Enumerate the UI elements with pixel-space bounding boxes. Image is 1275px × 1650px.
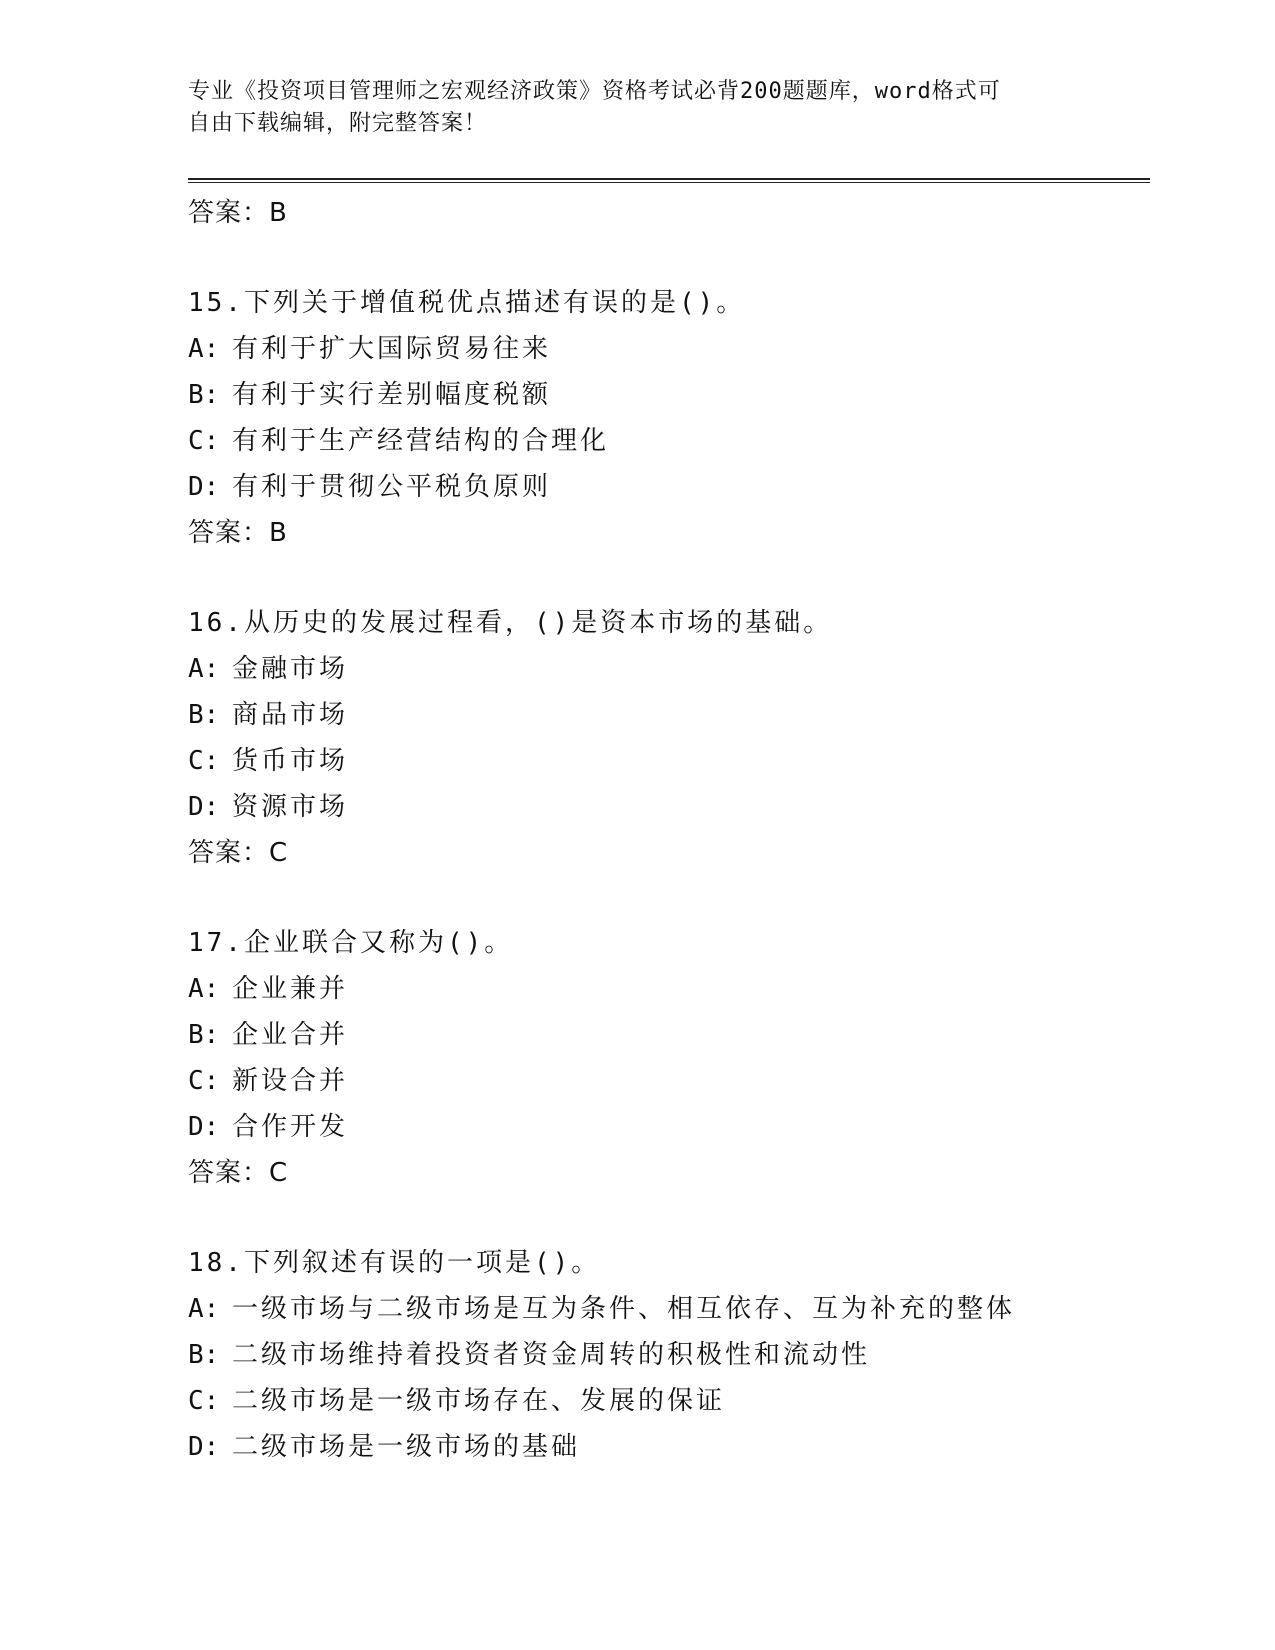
document-body (188, 190, 1128, 1470)
option-text: 企业兼并 (232, 974, 349, 1004)
option-text: 货币市场 (232, 746, 349, 776)
option-a (188, 1286, 1128, 1332)
option-letter: D: (188, 792, 220, 822)
option-c (188, 1378, 1128, 1424)
option-letter: B: (188, 700, 220, 730)
option-letter: A: (188, 334, 220, 364)
header-divider (188, 178, 1150, 183)
question-stem: 17.企业联合又称为()。 (188, 928, 514, 958)
option-d (188, 464, 1128, 510)
option-text: 二级市场是一级市场的基础 (232, 1432, 581, 1462)
option-text: 二级市场维持着投资者资金周转的积极性和流动性 (232, 1340, 871, 1370)
option-letter: B: (188, 1020, 220, 1050)
option-a (188, 326, 1128, 372)
option-letter: B: (188, 1340, 220, 1370)
option-b (188, 1012, 1128, 1058)
option-letter: A: (188, 974, 220, 1004)
option-text: 企业合并 (232, 1020, 349, 1050)
option-d (188, 1104, 1128, 1150)
option-c (188, 1058, 1128, 1104)
option-letter: C: (188, 1386, 220, 1416)
question-block (188, 1240, 1128, 1470)
option-text: 合作开发 (232, 1112, 349, 1142)
option-d (188, 1424, 1128, 1470)
option-letter: C: (188, 426, 220, 456)
answer-line: 答案：C (188, 838, 289, 868)
option-c (188, 418, 1128, 464)
spacer (188, 236, 1128, 280)
answer-line: 答案：B (188, 518, 288, 548)
option-b (188, 692, 1128, 738)
option-text: 有利于贯彻公平税负原则 (232, 472, 552, 502)
option-text: 新设合并 (232, 1066, 349, 1096)
option-letter: A: (188, 654, 220, 684)
option-letter: D: (188, 1432, 220, 1462)
option-b (188, 1332, 1128, 1378)
option-letter: C: (188, 746, 220, 776)
spacer (188, 876, 1128, 920)
option-text: 资源市场 (232, 792, 349, 822)
header-line-1: 专业《投资项目管理师之宏观经济政策》资格考试必背200题题库，word格式可 (188, 79, 1001, 104)
question-block (188, 600, 1128, 876)
question-block (188, 280, 1128, 556)
option-text: 有利于实行差别幅度税额 (232, 380, 552, 410)
header-line-2: 自由下载编辑，附完整答案！ (188, 111, 488, 136)
option-b (188, 372, 1128, 418)
question-stem: 16.从历史的发展过程看，()是资本市场的基础。 (188, 608, 833, 638)
option-a (188, 646, 1128, 692)
option-text: 有利于生产经营结构的合理化 (232, 426, 610, 456)
option-text: 二级市场是一级市场存在、发展的保证 (232, 1386, 726, 1416)
option-letter: B: (188, 380, 220, 410)
option-d (188, 784, 1128, 830)
option-letter: D: (188, 1112, 220, 1142)
question-block (188, 920, 1128, 1196)
option-text: 一级市场与二级市场是互为条件、相互依存、互为补充的整体 (232, 1294, 1016, 1324)
page-header (188, 76, 1068, 140)
option-text: 金融市场 (232, 654, 349, 684)
option-letter: D: (188, 472, 220, 502)
question-stem: 18.下列叙述有误的一项是()。 (188, 1248, 601, 1278)
option-c (188, 738, 1128, 784)
spacer (188, 1196, 1128, 1240)
question-stem: 15.下列关于增值税优点描述有误的是()。 (188, 288, 746, 318)
option-text: 有利于扩大国际贸易往来 (232, 334, 552, 364)
option-letter: C: (188, 1066, 220, 1096)
spacer (188, 556, 1128, 600)
answer-line: 答案：B (188, 198, 288, 228)
answer-line: 答案：C (188, 1158, 289, 1188)
option-text: 商品市场 (232, 700, 349, 730)
option-a (188, 966, 1128, 1012)
option-letter: A: (188, 1294, 220, 1324)
